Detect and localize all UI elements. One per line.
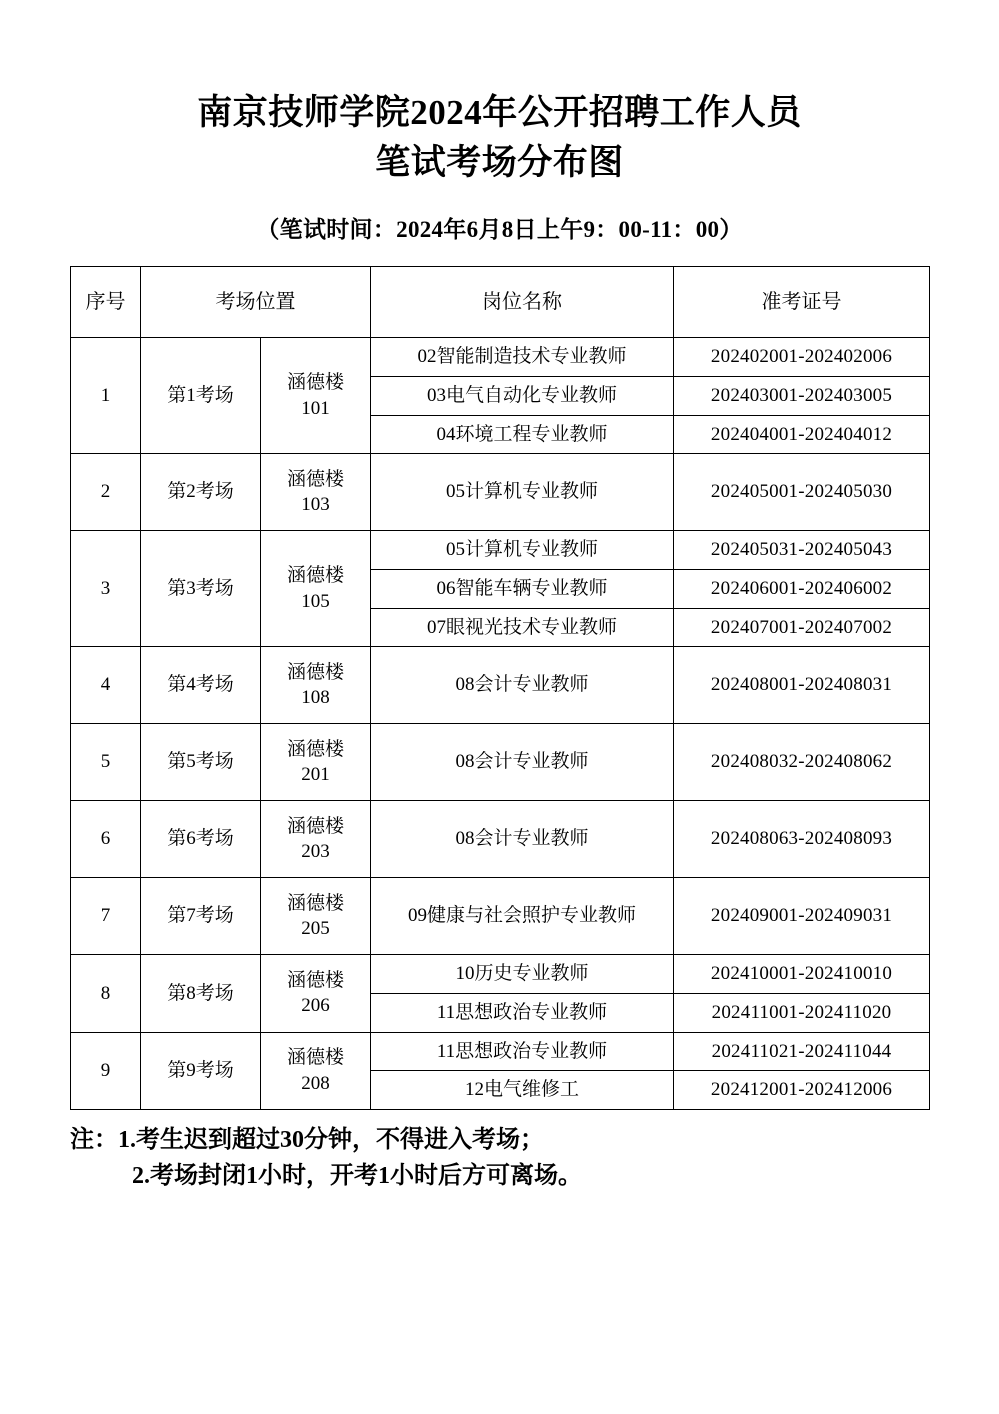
cell-sequence-number: 3 xyxy=(71,531,141,647)
building-name: 涵德楼 xyxy=(286,372,344,394)
cell-ticket-number-range: 202411021-202411044 xyxy=(674,1032,930,1071)
cell-ticket-number-range: 202408032-202408062 xyxy=(674,724,930,801)
cell-sequence-number: 6 xyxy=(71,801,141,878)
cell-sequence-number: 2 xyxy=(71,454,141,531)
cell-ticket-number-range: 202408063-202408093 xyxy=(674,801,930,878)
cell-building-location xyxy=(261,647,371,724)
cell-ticket-number-range: 202411001-202411020 xyxy=(674,993,930,1032)
room-number: 101 xyxy=(301,397,330,419)
cell-ticket-number-range: 202403001-202403005 xyxy=(674,377,930,416)
cell-ticket-number-range: 202407001-202407002 xyxy=(674,608,930,647)
table-row xyxy=(71,955,930,994)
cell-post-name: 08会计专业教师 xyxy=(371,647,674,724)
cell-exam-room: 第4考场 xyxy=(141,647,261,724)
cell-building-location xyxy=(261,955,371,1032)
cell-exam-room: 第9考场 xyxy=(141,1032,261,1109)
room-number: 208 xyxy=(301,1072,330,1094)
table-header xyxy=(71,267,930,338)
cell-post-name: 06智能车辆专业教师 xyxy=(371,569,674,608)
building-name: 涵德楼 xyxy=(286,661,344,683)
building-name: 涵德楼 xyxy=(286,815,344,837)
table-row xyxy=(71,454,930,531)
cell-sequence-number: 9 xyxy=(71,1032,141,1109)
page-title-line-2: 笔试考场分布图 xyxy=(375,142,624,182)
cell-sequence-number: 4 xyxy=(71,647,141,724)
cell-ticket-number-range: 202405031-202405043 xyxy=(674,531,930,570)
table-row xyxy=(71,338,930,377)
cell-exam-room: 第1考场 xyxy=(141,338,261,454)
cell-exam-room: 第7考场 xyxy=(141,878,261,955)
cell-post-name: 08会计专业教师 xyxy=(371,801,674,878)
page-title-line-1: 南京技师学院2024年公开招聘工作人员 xyxy=(197,93,802,132)
exam-time-subtitle: （笔试时间：2024年6月8日上午9：00-11：00） xyxy=(256,217,743,243)
cell-exam-room: 第2考场 xyxy=(141,454,261,531)
table-row xyxy=(71,647,930,724)
cell-building-location xyxy=(261,878,371,955)
cell-ticket-number-range: 202412001-202412006 xyxy=(674,1071,930,1110)
cell-ticket-number-range: 202404001-202404012 xyxy=(674,415,930,454)
cell-post-name: 10历史专业教师 xyxy=(371,955,674,994)
room-number: 103 xyxy=(301,494,330,516)
note-line-1: 注：1.考生迟到超过30分钟，不得进入考场； xyxy=(70,1126,544,1153)
cell-ticket-number-range: 202409001-202409031 xyxy=(674,878,930,955)
cell-exam-room: 第3考场 xyxy=(141,531,261,647)
cell-post-name: 11思想政治专业教师 xyxy=(371,993,674,1032)
column-header-location: 考场位置 xyxy=(141,267,371,338)
table-row xyxy=(71,801,930,878)
cell-building-location xyxy=(261,1032,371,1109)
cell-sequence-number: 8 xyxy=(71,955,141,1032)
room-number: 203 xyxy=(301,841,330,863)
cell-sequence-number: 7 xyxy=(71,878,141,955)
table-row xyxy=(71,724,930,801)
cell-building-location xyxy=(261,338,371,454)
cell-exam-room: 第6考场 xyxy=(141,801,261,878)
cell-post-name: 09健康与社会照护专业教师 xyxy=(371,878,674,955)
column-header-post: 岗位名称 xyxy=(371,267,674,338)
room-number: 108 xyxy=(301,687,330,709)
table-row xyxy=(71,1032,930,1071)
table-header-row xyxy=(71,267,930,338)
cell-building-location xyxy=(261,724,371,801)
cell-post-name: 05计算机专业教师 xyxy=(371,454,674,531)
notes-block xyxy=(70,1122,929,1194)
cell-building-location xyxy=(261,454,371,531)
cell-sequence-number: 1 xyxy=(71,338,141,454)
cell-exam-room: 第5考场 xyxy=(141,724,261,801)
cell-exam-room: 第8考场 xyxy=(141,955,261,1032)
cell-post-name: 05计算机专业教师 xyxy=(371,531,674,570)
building-name: 涵德楼 xyxy=(286,892,344,914)
cell-ticket-number-range: 202405001-202405030 xyxy=(674,454,930,531)
table-row xyxy=(71,531,930,570)
cell-post-name: 03电气自动化专业教师 xyxy=(371,377,674,416)
cell-ticket-number-range: 202402001-202402006 xyxy=(674,338,930,377)
room-number: 105 xyxy=(301,590,330,612)
cell-post-name: 02智能制造技术专业教师 xyxy=(371,338,674,377)
room-number: 201 xyxy=(301,764,330,786)
cell-post-name: 11思想政治专业教师 xyxy=(371,1032,674,1071)
cell-post-name: 04环境工程专业教师 xyxy=(371,415,674,454)
room-number: 206 xyxy=(301,995,330,1017)
cell-post-name: 07眼视光技术专业教师 xyxy=(371,608,674,647)
column-header-ticket: 准考证号 xyxy=(674,267,930,338)
note-line-2: 2.考场封闭1小时，开考1小时后方可离场。 xyxy=(132,1162,582,1189)
cell-sequence-number: 5 xyxy=(71,724,141,801)
building-name: 涵德楼 xyxy=(286,738,344,760)
room-number: 205 xyxy=(301,918,330,940)
building-name: 涵德楼 xyxy=(286,1047,344,1068)
column-header-no: 序号 xyxy=(71,267,141,338)
cell-building-location xyxy=(261,801,371,878)
title-block xyxy=(70,0,929,187)
cell-post-name: 12电气维修工 xyxy=(371,1071,674,1110)
cell-ticket-number-range: 202408001-202408031 xyxy=(674,647,930,724)
table-row xyxy=(71,878,930,955)
cell-ticket-number-range: 202406001-202406002 xyxy=(674,569,930,608)
cell-ticket-number-range: 202410001-202410010 xyxy=(674,955,930,994)
exam-room-table xyxy=(70,266,930,1109)
cell-building-location xyxy=(261,531,371,647)
building-name: 涵德楼 xyxy=(286,565,344,587)
building-name: 涵德楼 xyxy=(286,468,344,490)
table-body xyxy=(71,338,930,1109)
building-name: 涵德楼 xyxy=(286,969,344,991)
cell-post-name: 08会计专业教师 xyxy=(371,724,674,801)
